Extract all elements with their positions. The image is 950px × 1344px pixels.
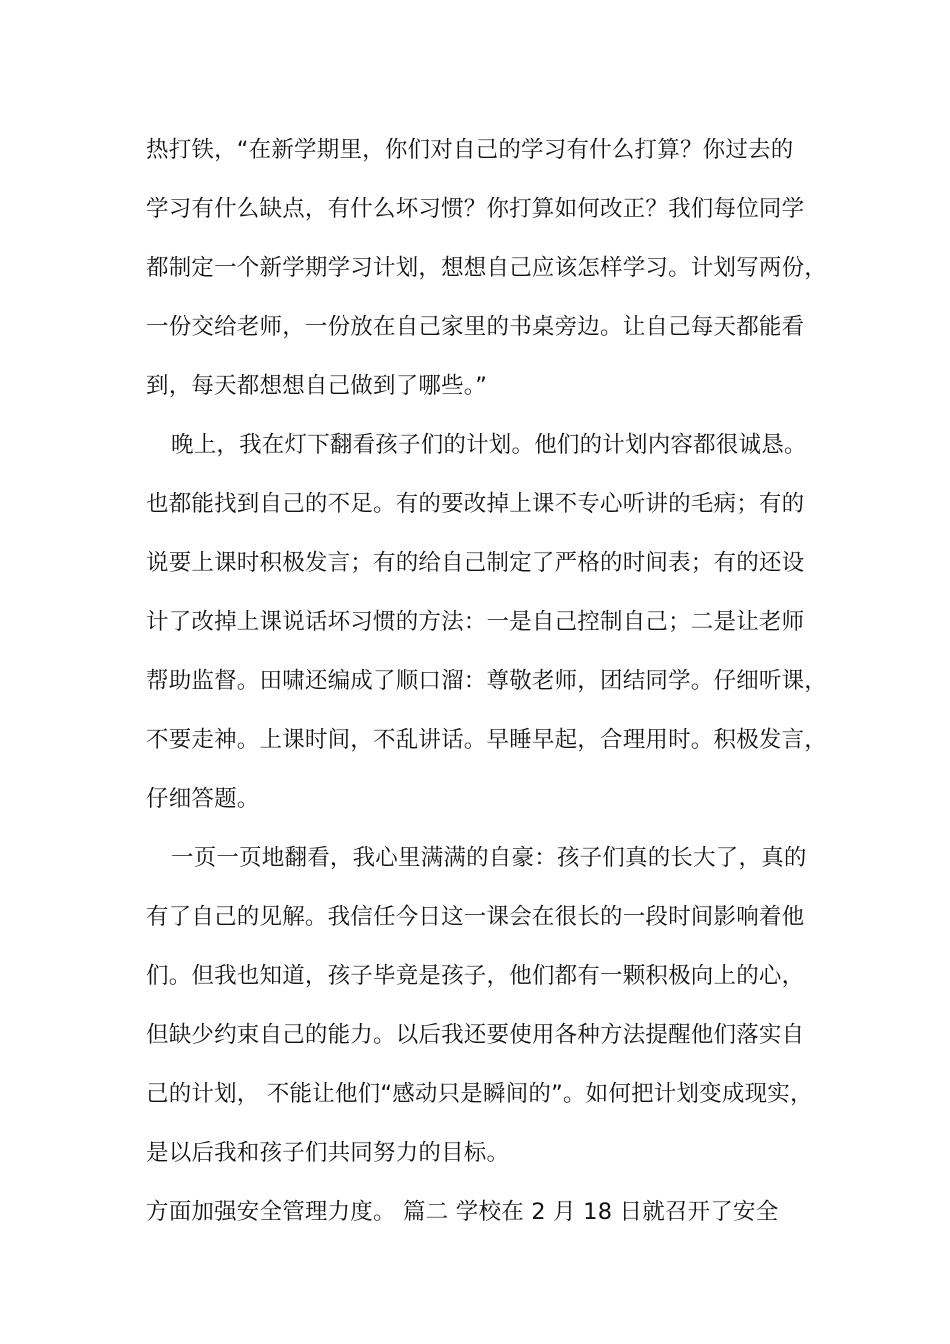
text-line: 帮助监督。田啸还编成了顺口溜：尊敬老师，团结同学。仔细听课， [146,668,828,694]
text-line: 方面加强安全管理力度。 篇二 学校在 2 月 18 日就召开了安全 [146,1199,779,1225]
text-line: 说要上课时积极发言；有的给自己制定了严格的时间表；有的还设 [146,550,805,576]
text-line: 一份交给老师，一份放在自己家里的书桌旁边。让自己每天都能看 [146,314,805,340]
text-line: 都制定一个新学期学习计划，想想自己应该怎样学习。计划写两份， [146,255,828,281]
text-line: 有了自己的见解。我信任今日这一课会在很长的一段时间影响着他 [146,904,805,930]
text-line: 是以后我和孩子们共同努力的目标。 [146,1140,510,1166]
text-line: 热打铁，“在新学期里，你们对自己的学习有什么打算？你过去的 [146,137,794,163]
text-line: 们。但我也知道，孩子毕竟是孩子，他们都有一颗积极向上的心， [146,963,805,989]
text-line: 学习有什么缺点，有什么坏习惯？你打算如何改正？我们每位同学 [146,196,805,222]
paragraph-start-line: 晚上，我在灯下翻看孩子们的计划。他们的计划内容都很诚恳。 [171,432,807,458]
text-line: 不要走神。上课时间，不乱讲话。早睡早起，合理用时。积极发言， [146,727,828,753]
text-line: 到，每天都想想自己做到了哪些。” [146,373,488,399]
text-line: 计了改掉上课说话坏习惯的方法：一是自己控制自己；二是让老师 [146,609,805,635]
paragraph-start-line: 一页一页地翻看，我心里满满的自豪：孩子们真的长大了，真的 [171,845,807,871]
text-line: 也都能找到自己的不足。有的要改掉上课不专心听讲的毛病；有的 [146,491,805,517]
text-line: 仔细答题。 [146,786,260,812]
text-line: 己的计划， 不能让他们“感动只是瞬间的”。如何把计划变成现实， [146,1081,813,1107]
text-line: 但缺少约束自己的能力。以后我还要使用各种方法提醒他们落实自 [146,1022,805,1048]
